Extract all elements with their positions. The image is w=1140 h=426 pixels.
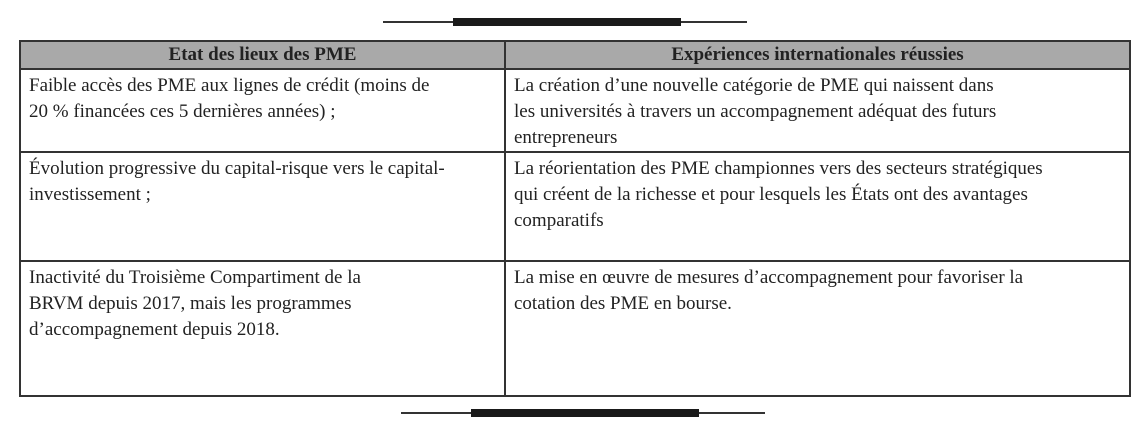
table-header-row <box>20 41 1130 69</box>
bottom-divider-bar <box>471 409 699 417</box>
header-experiences-internationales: Expériences internationales réussies <box>505 41 1130 69</box>
table-cell-experience: La réorientation des PME championnes vers des secteurs stratégiques qui créent de la richesse et pour lesquels les États ont des avantages comparatifs <box>505 152 1130 261</box>
top-divider <box>383 21 747 23</box>
table-row <box>20 152 1130 261</box>
table-row <box>20 69 1130 152</box>
table-cell-etat: Évolution progressive du capital-risque vers le capital- investissement ; <box>20 152 505 261</box>
header-etat-des-lieux: Etat des lieux des PME <box>20 41 505 69</box>
table-cell-experience: La mise en œuvre de mesures d’accompagnement pour favoriser la cotation des PME en bourse. <box>505 261 1130 396</box>
pme-comparison-table <box>19 40 1131 397</box>
table-cell-experience: La création d’une nouvelle catégorie de PME qui naissent dans les universités à travers un accompagnement adéquat des futurs entrepreneurs <box>505 69 1130 152</box>
bottom-divider <box>401 412 765 414</box>
table-cell-etat: Inactivité du Troisième Compartiment de la BRVM depuis 2017, mais les programmes d’accompagnement depuis 2018. <box>20 261 505 396</box>
table-row <box>20 261 1130 396</box>
top-divider-bar <box>453 18 681 26</box>
table-cell-etat: Faible accès des PME aux lignes de crédit (moins de 20 % financées ces 5 dernières années) ; <box>20 69 505 152</box>
